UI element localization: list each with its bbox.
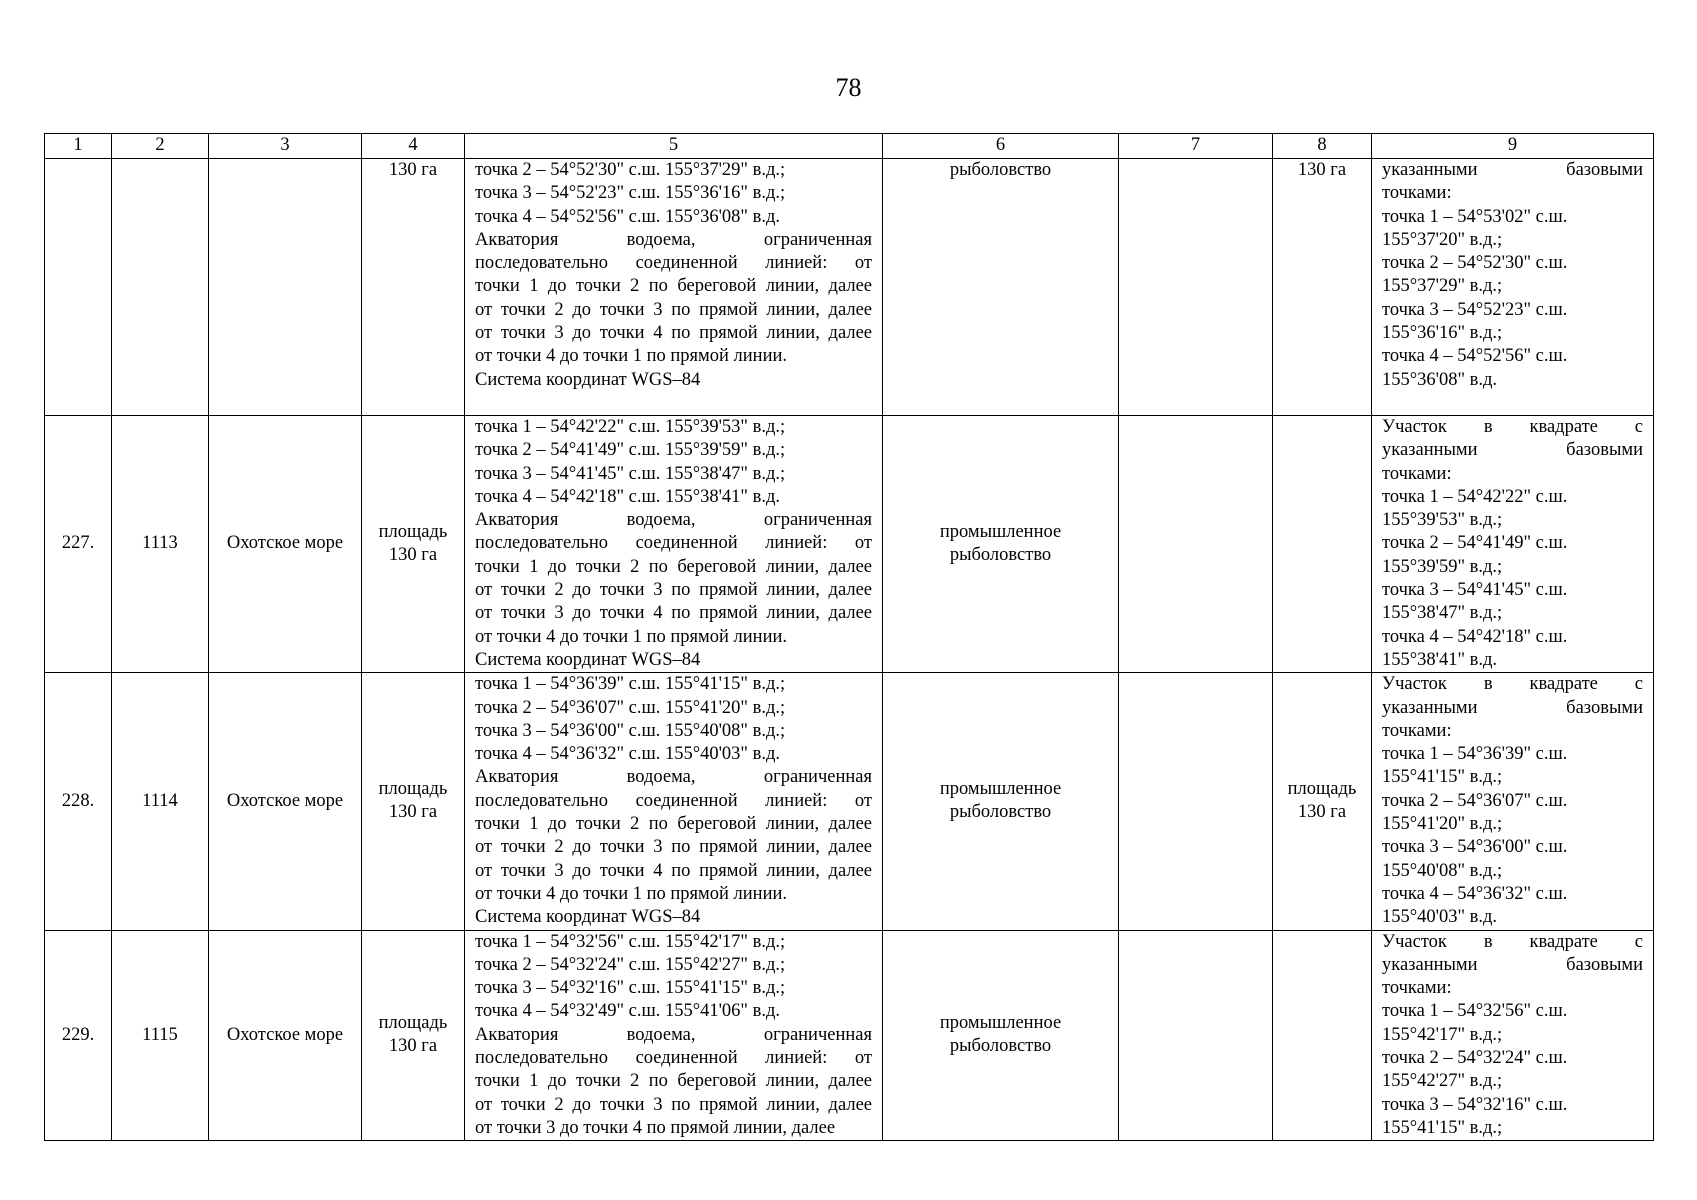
text-line: от точки 2 до точки 3 по прямой линии, далее bbox=[475, 837, 872, 858]
text-line: 155°38'47" в.д.; bbox=[1382, 603, 1503, 624]
text-line: точка 2 – 54°41'49" с.ш. bbox=[1382, 533, 1568, 554]
area-column-8 bbox=[1273, 930, 1372, 1141]
text-line: точка 2 – 54°52'30" с.ш. 155°37'29" в.д.; bbox=[475, 160, 786, 180]
text-line: точка 4 – 54°52'56" с.ш. bbox=[1382, 346, 1568, 367]
text-line: от точки 3 до точки 4 по прямой линии, далее bbox=[475, 860, 872, 881]
fishing-purpose: промышленное рыболовство bbox=[883, 673, 1119, 930]
area-column-8: 130 га bbox=[1273, 159, 1372, 416]
text-line: Участок в квадрате с bbox=[1382, 674, 1643, 695]
text-line: точками: bbox=[1382, 183, 1452, 204]
text-line: последовательно соединенной линией: от bbox=[475, 253, 872, 274]
text-line: 155°39'53" в.д.; bbox=[1382, 510, 1503, 531]
boundary-description bbox=[465, 673, 883, 930]
text-line: точки 1 до точки 2 по береговой линии, далее bbox=[475, 556, 872, 577]
row-number: 228. bbox=[45, 673, 112, 930]
text-line: точка 4 – 54°36'32" с.ш. bbox=[1382, 883, 1568, 904]
table-row bbox=[45, 673, 1654, 930]
text-line: точка 3 – 54°32'16" с.ш. 155°41'15" в.д.; bbox=[475, 978, 786, 999]
text-line: точка 4 – 54°42'18" с.ш. bbox=[1382, 626, 1568, 647]
column-7-cell bbox=[1119, 673, 1273, 930]
text-line: от точки 2 до точки 3 по прямой линии, далее bbox=[475, 580, 872, 601]
text-line: последовательно соединенной линией: от bbox=[475, 790, 872, 811]
basepoint-description bbox=[1372, 673, 1654, 930]
document-table bbox=[44, 133, 1654, 1141]
text-line: 155°40'03" в.д. bbox=[1382, 907, 1498, 928]
table-row bbox=[45, 159, 1654, 416]
text-line: 155°37'20" в.д.; bbox=[1382, 229, 1503, 250]
page-number: 78 bbox=[835, 73, 862, 102]
site-id: 1114 bbox=[112, 673, 209, 930]
column-7-cell bbox=[1119, 416, 1273, 673]
fishing-purpose: рыболовство bbox=[883, 159, 1119, 416]
column-header-1: 1 bbox=[45, 134, 112, 159]
basepoint-description bbox=[1372, 159, 1654, 416]
text-line: точки 1 до точки 2 по береговой линии, далее bbox=[475, 814, 872, 835]
text-line: 155°41'15" в.д.; bbox=[1382, 767, 1503, 788]
column-header-3: 3 bbox=[209, 134, 362, 159]
site-area: площадь 130 га bbox=[362, 930, 465, 1141]
boundary-description bbox=[465, 416, 883, 673]
text-line: указанными базовыми bbox=[1382, 954, 1643, 975]
text-line: точка 4 – 54°32'49" с.ш. 155°41'06" в.д. bbox=[475, 1001, 781, 1022]
text-line: точки 1 до точки 2 по береговой линии, далее bbox=[475, 1071, 872, 1092]
text-line: точка 3 – 54°36'00" с.ш. 155°40'08" в.д.; bbox=[475, 720, 786, 741]
column-header-5: 5 bbox=[465, 134, 883, 159]
basepoint-description bbox=[1372, 930, 1654, 1141]
column-header-9: 9 bbox=[1372, 134, 1654, 159]
text-line: Участок в квадрате с bbox=[1382, 931, 1643, 952]
column-7-cell bbox=[1119, 930, 1273, 1141]
text-line: точка 2 – 54°36'07" с.ш. bbox=[1382, 790, 1568, 811]
text-line: точка 1 – 54°36'39" с.ш. bbox=[1382, 744, 1568, 765]
text-line: от точки 2 до точки 3 по прямой линии, далее bbox=[475, 1094, 872, 1115]
row-number: 229. bbox=[45, 930, 112, 1141]
text-line: от точки 4 до точки 1 по прямой линии. bbox=[475, 346, 787, 367]
text-line: точка 2 – 54°41'49" с.ш. 155°39'59" в.д.; bbox=[475, 440, 786, 461]
text-line: точка 1 – 54°42'22" с.ш. bbox=[1382, 486, 1568, 507]
text-line: точка 3 – 54°41'45" с.ш. 155°38'47" в.д.; bbox=[475, 463, 786, 484]
text-line: точка 3 – 54°36'00" с.ш. bbox=[1382, 837, 1568, 858]
water-body-name: Охотское море bbox=[209, 416, 362, 673]
text-line: Акватория водоема, ограниченная bbox=[475, 767, 872, 788]
text-line: точка 1 – 54°53'02" с.ш. bbox=[1382, 206, 1568, 227]
text-line: от точки 4 до точки 1 по прямой линии. bbox=[475, 626, 787, 647]
text-line: точка 3 – 54°52'23" с.ш. 155°36'16" в.д.; bbox=[475, 183, 786, 204]
text-line: от точки 4 до точки 1 по прямой линии. bbox=[475, 883, 787, 904]
text-line: Участок в квадрате с bbox=[1382, 417, 1643, 437]
table-row bbox=[45, 416, 1654, 673]
boundary-description bbox=[465, 159, 883, 416]
text-line: от точки 3 до точки 4 по прямой линии, далее bbox=[475, 1117, 836, 1138]
column-header-6: 6 bbox=[883, 134, 1119, 159]
text-line: от точки 3 до точки 4 по прямой линии, далее bbox=[475, 603, 872, 624]
basepoint-description bbox=[1372, 416, 1654, 673]
text-line: последовательно соединенной линией: от bbox=[475, 1048, 872, 1069]
water-body-name bbox=[209, 159, 362, 416]
text-line: точки 1 до точки 2 по береговой линии, далее bbox=[475, 276, 872, 297]
table-row bbox=[45, 930, 1654, 1141]
text-line: точка 2 – 54°36'07" с.ш. 155°41'20" в.д.; bbox=[475, 697, 786, 718]
text-line: 155°38'41" в.д. bbox=[1382, 649, 1498, 670]
text-line: 155°36'08" в.д. bbox=[1382, 369, 1498, 390]
text-line: 155°37'29" в.д.; bbox=[1382, 276, 1503, 297]
text-line: точка 3 – 54°32'16" с.ш. bbox=[1382, 1094, 1568, 1115]
text-line: 155°41'20" в.д.; bbox=[1382, 814, 1503, 835]
text-line: точка 3 – 54°52'23" с.ш. bbox=[1382, 299, 1568, 320]
text-line: указанными базовыми bbox=[1382, 697, 1643, 718]
text-line: Система координат WGS–84 bbox=[475, 907, 701, 928]
text-line: Система координат WGS–84 bbox=[475, 649, 701, 670]
text-line: точка 3 – 54°41'45" с.ш. bbox=[1382, 580, 1568, 601]
area-column-8: площадь 130 га bbox=[1273, 673, 1372, 930]
water-body-name: Охотское море bbox=[209, 673, 362, 930]
column-header-7: 7 bbox=[1119, 134, 1273, 159]
text-line: указанными базовыми bbox=[1382, 440, 1643, 461]
text-line: Акватория водоема, ограниченная bbox=[475, 510, 872, 531]
text-line: точка 2 – 54°52'30" с.ш. bbox=[1382, 253, 1568, 274]
fishing-purpose: промышленное рыболовство bbox=[883, 930, 1119, 1141]
text-line: 155°41'15" в.д.; bbox=[1382, 1117, 1503, 1138]
text-line: 155°40'08" в.д.; bbox=[1382, 860, 1503, 881]
site-id bbox=[112, 159, 209, 416]
text-line: точками: bbox=[1382, 720, 1452, 741]
text-line: точка 1 – 54°32'56" с.ш. 155°42'17" в.д.; bbox=[475, 931, 786, 952]
column-header-2: 2 bbox=[112, 134, 209, 159]
text-line: Система координат WGS–84 bbox=[475, 369, 701, 390]
text-line: Акватория водоема, ограниченная bbox=[475, 1024, 872, 1045]
text-line: 155°42'17" в.д.; bbox=[1382, 1024, 1503, 1045]
site-id: 1113 bbox=[112, 416, 209, 673]
text-line: точками: bbox=[1382, 978, 1452, 999]
text-line: точка 1 – 54°36'39" с.ш. 155°41'15" в.д.; bbox=[475, 674, 786, 695]
row-number: 227. bbox=[45, 416, 112, 673]
fishing-purpose: промышленное рыболовство bbox=[883, 416, 1119, 673]
text-line: точка 4 – 54°52'56" с.ш. 155°36'08" в.д. bbox=[475, 206, 781, 227]
site-area: площадь 130 га bbox=[362, 673, 465, 930]
text-line: точками: bbox=[1382, 463, 1452, 484]
text-line: точка 2 – 54°32'24" с.ш. 155°42'27" в.д.; bbox=[475, 954, 786, 975]
text-line: точка 1 – 54°42'22" с.ш. 155°39'53" в.д.; bbox=[475, 417, 786, 437]
column-7-cell bbox=[1119, 159, 1273, 416]
area-column-8 bbox=[1273, 416, 1372, 673]
column-header-4: 4 bbox=[362, 134, 465, 159]
water-body-name: Охотское море bbox=[209, 930, 362, 1141]
row-number bbox=[45, 159, 112, 416]
site-area: 130 га bbox=[362, 159, 465, 416]
text-line: 155°39'59" в.д.; bbox=[1382, 556, 1503, 577]
text-line: последовательно соединенной линией: от bbox=[475, 533, 872, 554]
text-line: точка 2 – 54°32'24" с.ш. bbox=[1382, 1048, 1568, 1069]
text-line: точка 1 – 54°32'56" с.ш. bbox=[1382, 1001, 1568, 1022]
text-line: указанными базовыми bbox=[1382, 160, 1643, 180]
text-line: точка 4 – 54°42'18" с.ш. 155°38'41" в.д. bbox=[475, 486, 781, 507]
boundary-description bbox=[465, 930, 883, 1141]
site-id: 1115 bbox=[112, 930, 209, 1141]
text-line: 155°36'16" в.д.; bbox=[1382, 323, 1503, 344]
text-line: точка 4 – 54°36'32" с.ш. 155°40'03" в.д. bbox=[475, 744, 781, 765]
text-line: от точки 2 до точки 3 по прямой линии, далее bbox=[475, 299, 872, 320]
text-line: от точки 3 до точки 4 по прямой линии, далее bbox=[475, 323, 872, 344]
column-header-8: 8 bbox=[1273, 134, 1372, 159]
site-area: площадь 130 га bbox=[362, 416, 465, 673]
column-number-row bbox=[45, 134, 1654, 159]
text-line: Акватория водоема, ограниченная bbox=[475, 229, 872, 250]
text-line: 155°42'27" в.д.; bbox=[1382, 1071, 1503, 1092]
